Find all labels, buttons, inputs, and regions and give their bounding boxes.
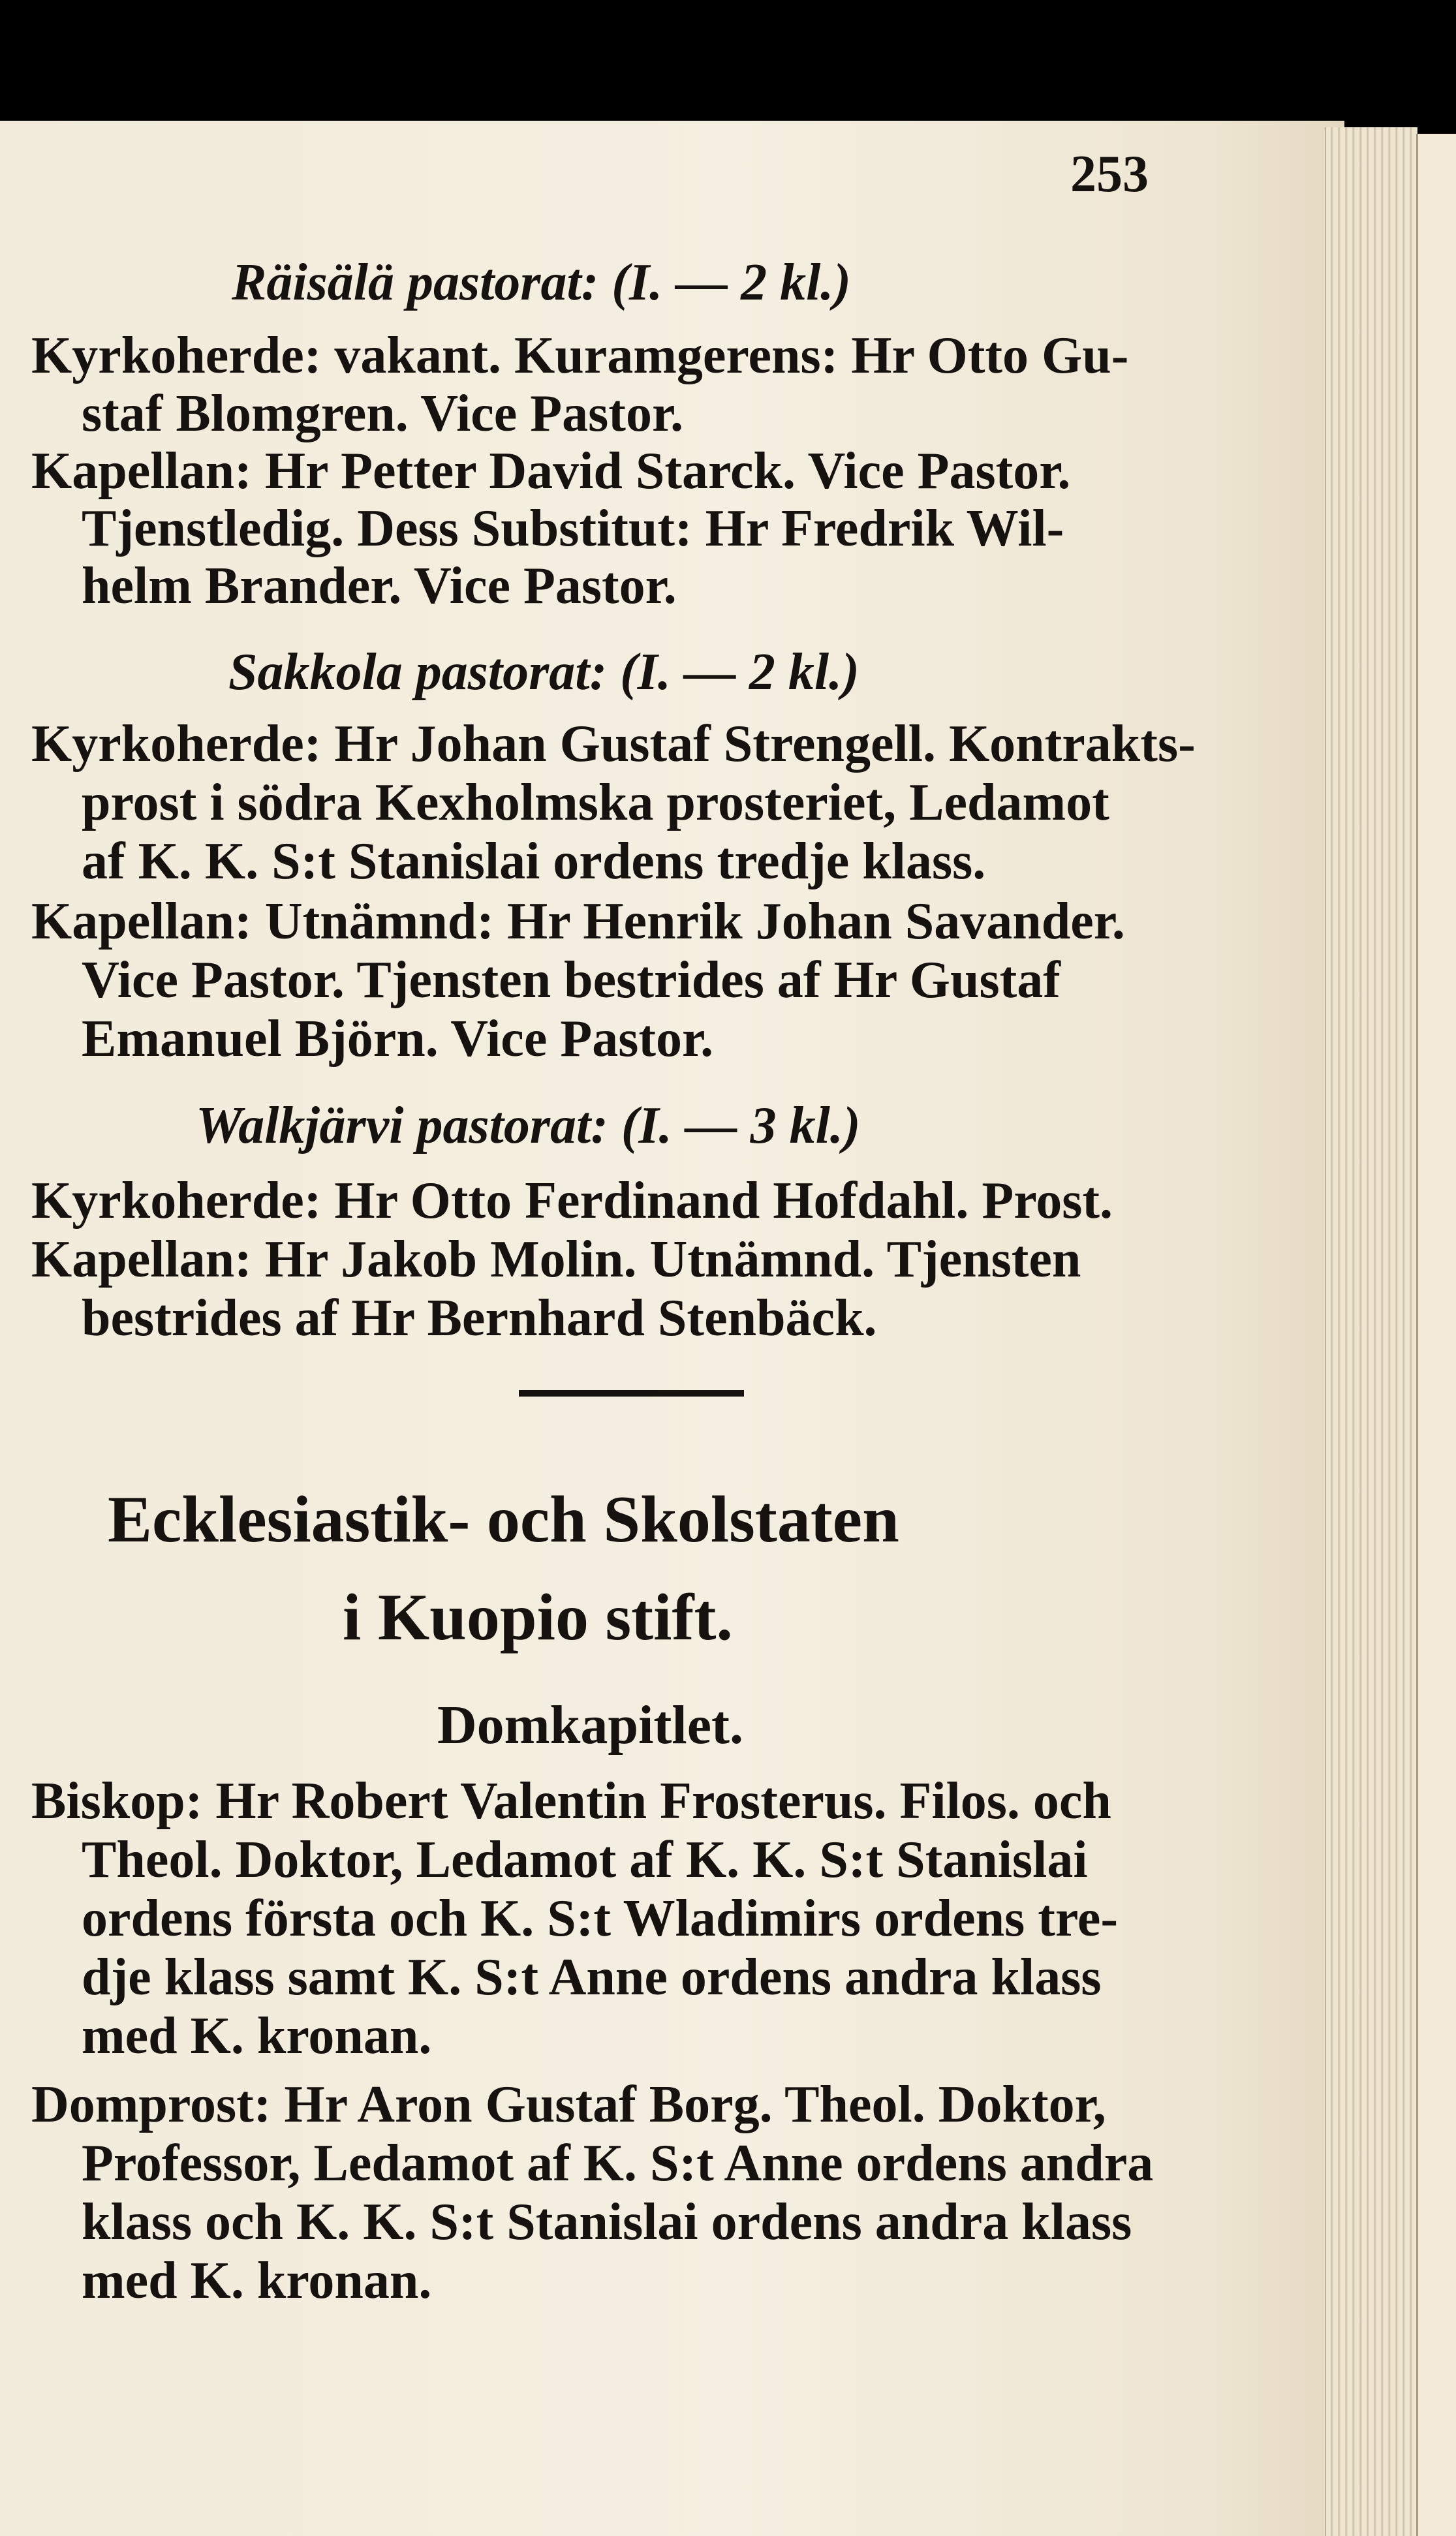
text-line: Kapellan: Utnämnd: Hr Henrik Johan Savander.: [31, 893, 1125, 950]
text-line: Emanuel Björn. Vice Pastor.: [82, 1010, 714, 1068]
text-line: klass och K. K. S:t Stanislai ordens andra klass: [82, 2193, 1132, 2251]
text-line: Kyrkoherde: vakant. Kuramgerens: Hr Otto Gu-: [31, 327, 1129, 384]
text-line: Kapellan: Hr Jakob Molin. Utnämnd. Tjensten: [31, 1231, 1081, 1288]
text-line: Tjenstledig. Dess Substitut: Hr Fredrik Wil-: [82, 500, 1064, 557]
text-line: Kyrkoherde: Hr Johan Gustaf Strengell. Kontrakts-: [31, 715, 1196, 773]
text-line: Theol. Doktor, Ledamot af K. K. S:t Stanislai: [82, 1831, 1088, 1889]
text-line: Biskop: Hr Robert Valentin Frosterus. Filos. och: [31, 1772, 1111, 1830]
section-heading-walkjarvi: Walkjärvi pastorat: (I. — 3 kl.): [196, 1097, 861, 1154]
main-title-line-2: i Kuopio stift.: [343, 1581, 733, 1654]
text-line: Kyrkoherde: Hr Otto Ferdinand Hofdahl. Prost.: [31, 1172, 1113, 1229]
subtitle: Domkapitlet.: [437, 1695, 743, 1755]
text-line: helm Brander. Vice Pastor.: [82, 557, 677, 615]
section-heading-sakkola: Sakkola pastorat: (I. — 2 kl.): [228, 643, 860, 701]
section-heading-raisala: Räisälä pastorat: (I. — 2 kl.): [232, 254, 851, 311]
text-line: Domprost: Hr Aron Gustaf Borg. Theol. Doktor,: [31, 2076, 1106, 2133]
text-line: med K. kronan.: [82, 2007, 432, 2065]
page-number: 253: [1070, 146, 1149, 203]
text-line: af K. K. S:t Stanislai ordens tredje klass.: [82, 833, 986, 890]
section-divider: [519, 1390, 744, 1397]
text-line: staf Blomgren. Vice Pastor.: [82, 385, 684, 442]
text-line: ordens första och K. S:t Wladimirs ordens tre-: [82, 1890, 1119, 1947]
text-line: med K. kronan.: [82, 2252, 432, 2310]
text-line: Vice Pastor. Tjensten bestrides af Hr Gustaf: [82, 951, 1061, 1009]
main-title: Ecklesiastik- och Skolstaten: [108, 1483, 899, 1556]
text-line: bestrides af Hr Bernhard Stenbäck.: [82, 1290, 877, 1347]
text-line: Professor, Ledamot af K. S:t Anne ordens andra: [82, 2135, 1154, 2192]
text-line: prost i södra Kexholmska prosteriet, Ledamot: [82, 774, 1109, 831]
text-line: dje klass samt K. S:t Anne ordens andra klass: [82, 1949, 1102, 2006]
text-line: Kapellan: Hr Petter David Starck. Vice Pastor.: [31, 442, 1071, 500]
